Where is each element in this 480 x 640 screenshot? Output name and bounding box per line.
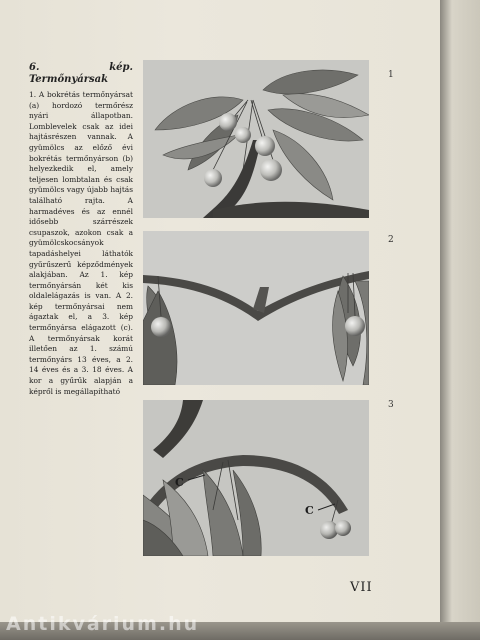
label-c-1: C bbox=[175, 476, 184, 489]
watermark: Antikvárium.hu bbox=[6, 613, 200, 635]
plate-number-2: 2 bbox=[388, 235, 394, 245]
cherry-branch-photo-2 bbox=[143, 231, 369, 385]
caption-body: 1. A bokrétás termőnyársat (a) hordozó termőrész nyári állapotban. Lomblevelek csak az idei hajtásrészen vannak. A gyümölcs az előző évi bokrétás termőnyárson (b) helyezkedik el, amely teljesen lombtalan és csak gyümölcs vagy újabb hajtás található rajta. A harmadéves és az ennél idősebb szárrészek csupaszok, azokon csak a gyümölcskocsányok tapadáshelyei láthatók gyűrűszerű képződmények alakjában. Az 1. kép termőnyársán két kis oldalelágazás is van. A 2. kép termőnyársai nem ágaztak el, a 3. kép termőnyársa elágazott (c). A termőnyársak korát illetően az 1. számú termőnyárs 13 éves, a 2. 14 éves és a 3. 18 éves. A kor a gyűrűk alapján a képről is megállapítható bbox=[29, 90, 133, 396]
photo-plate-1 bbox=[143, 60, 369, 218]
page-number: VII bbox=[350, 580, 373, 595]
photo-plate-3 bbox=[143, 400, 369, 556]
cherry-branch-photo-3 bbox=[143, 400, 369, 556]
cherry-branch-photo-1 bbox=[143, 60, 369, 218]
page-edge bbox=[440, 0, 480, 640]
caption-title: 6. kép. Termőnyársak bbox=[29, 62, 133, 85]
label-c-2: C bbox=[305, 504, 314, 517]
plate-number-3: 3 bbox=[388, 400, 394, 410]
plate-number-1: 1 bbox=[388, 70, 394, 80]
figure-caption bbox=[29, 62, 133, 397]
photo-plate-2 bbox=[143, 231, 369, 385]
